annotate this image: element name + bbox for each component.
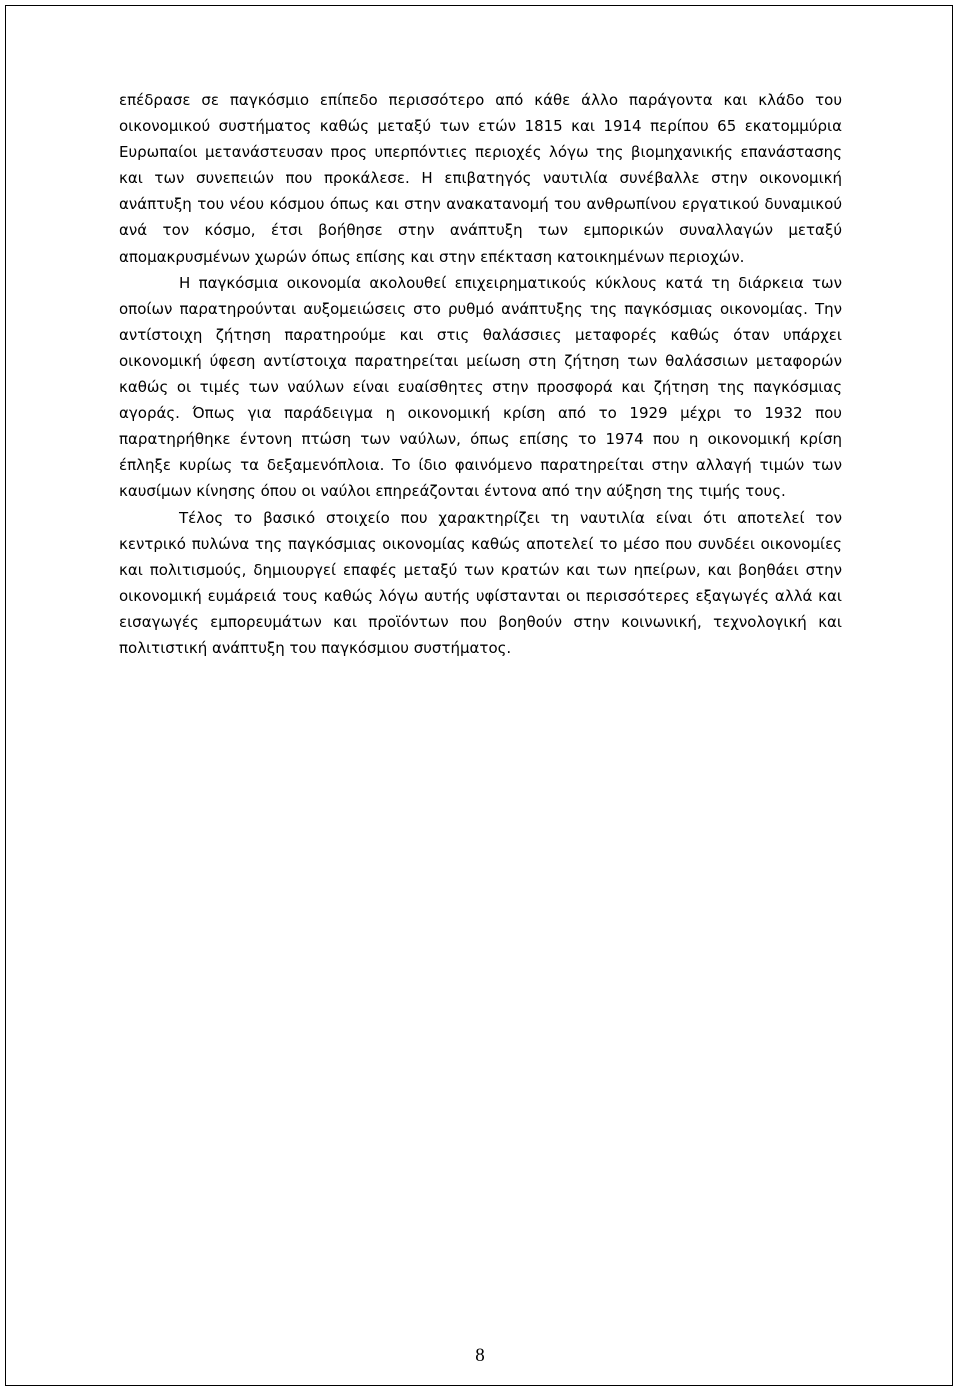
- paragraph-1: επέδρασε σε παγκόσμιο επίπεδο περισσότερο από κάθε άλλο παράγοντα και κλάδο του οικονομικού συστήματος καθώς μεταξύ των ετών 1815 και 1914 περίπου 65 εκατομμύρια Ευρωπαίοι μετανάστευσαν προς υπερπόντιες περιοχές λόγω της βιομηχανικής επανάστασης και των συνεπειών που προκάλεσε. Η επιβατηγός ναυτιλία συνέβαλλε στην οικονομική ανάπτυξη του νέου κόσμου όπως και στην ανακατανομή του ανθρωπίνου εργατικού δυναμικού ανά τον κόσμο, έτσι βοήθησε στην ανάπτυξη των εμπορικών συναλλαγών μεταξύ απομακρυσμένων χωρών όπως επίσης και στην επέκταση κατοικημένων περιοχών.: [119, 91, 842, 266]
- page-number: 8: [475, 1345, 485, 1366]
- paragraph-3: Τέλος το βασικό στοιχείο που χαρακτηρίζει τη ναυτιλία είναι ότι αποτελεί τον κεντρικό πυλώνα της παγκόσμιας οικονομίας καθώς αποτελεί το μέσο που συνδέει οικονομίες και πολιτισμούς, δημιουργεί επαφές μεταξύ των κρατών και των ηπείρων, και βοηθάει στην οικονομική ευμάρειά τους καθώς λόγω αυτής υφίστανται οι περισσότερες εξαγωγές αλλά και εισαγωγές εμπορευμάτων και προϊόντων που βοηθούν στην κοινωνική, τεχνολογική και πολιτιστική ανάπτυξη του παγκόσμιου συστήματος.: [119, 508, 842, 657]
- body-text: [119, 87, 842, 661]
- paragraph-2: Η παγκόσμια οικονομία ακολουθεί επιχειρηματικούς κύκλους κατά τη διάρκεια των οποίων παρατηρούνται αυξομειώσεις στο ρυθμό ανάπτυξης της παγκόσμιας οικονομίας. Την αντίστοιχη ζήτηση παρατηρούμε και στις θαλάσσιες μεταφορές καθώς όταν υπάρχει οικονομική ύφεση αντίστοιχα παρατηρείται μείωση στη ζήτηση των θαλάσσιων μεταφορών καθώς οι τιμές των ναύλων είναι ευαίσθητες στην προσφορά και ζήτηση της παγκόσμιας αγοράς. Όπως για παράδειγμα η οικονομική κρίση από το 1929 μέχρι το 1932 που παρατηρήθηκε έντονη πτώση των ναύλων, όπως επίσης το 1974 που η οικονομική κρίση έπληξε κυρίως τα δεξαμενόπλοια. Το ίδιο φαινόμενο παρατηρείται στην αλλαγή τιμών των καυσίμων κίνησης όπου οι ναύλοι επηρεάζονται έντονα από την αύξηση της τιμής τους.: [119, 273, 842, 501]
